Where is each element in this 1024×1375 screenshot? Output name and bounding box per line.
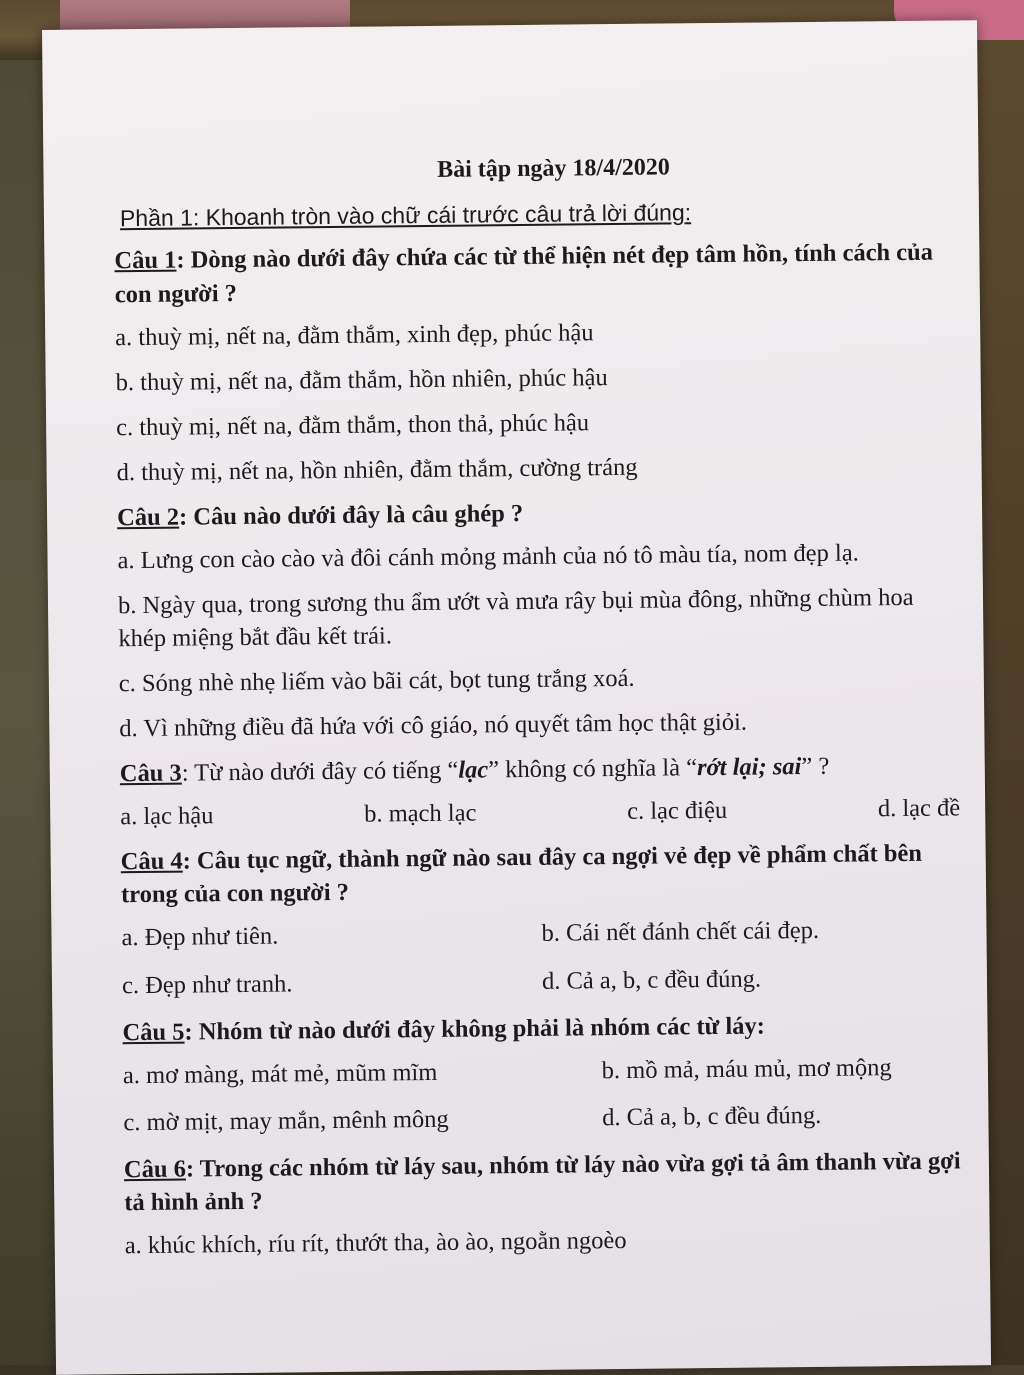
- question-text: : Dòng nào dưới đây chứa các từ thể hiện nét đẹp tâm hồn, tính cách của con người ?: [114, 239, 934, 308]
- option-4a: a. Đẹp như tiên.: [121, 923, 279, 952]
- option-5a: a. mơ màng, mát mẻ, mũm mĩm: [122, 1058, 438, 1089]
- question-label: Câu 4: [120, 847, 183, 876]
- question-text-part: ” không có nghĩa là “: [488, 754, 698, 784]
- question-text: : Câu tục ngữ, thành ngữ nào sau đây ca ngợi vẻ đẹp về phẩm chất bên trong của con người ?: [120, 840, 923, 909]
- question-3: [120, 749, 960, 791]
- worksheet-title: Bài tập ngày 18/4/2020: [436, 154, 670, 183]
- question-text: : Câu nào dưới đây là câu ghép ?: [178, 499, 524, 531]
- option-2b: b. Ngày qua, trong sương thu ẩm ướt và mưa rây bụi mùa đông, những chùm hoa khép miệng bắt đầu kết trái.: [117, 583, 914, 653]
- option-2c: c. Sóng nhè nhẹ liếm vào bãi cát, bọt tung trắng xoá.: [118, 664, 635, 698]
- option-5b: b. mồ mả, máu mủ, mơ mộng: [601, 1053, 892, 1084]
- option-6a: a. khúc khích, ríu rít, thướt tha, ào ào, ngoằn ngoèo: [124, 1226, 627, 1260]
- question-2: [117, 492, 957, 534]
- options-row-3: [120, 792, 960, 834]
- option-4b: b. Cái nết đánh chết cái đẹp.: [541, 917, 820, 948]
- options-row-4-2: [122, 960, 962, 1002]
- question-4: [121, 837, 962, 912]
- option-3d: d. lạc đề: [877, 794, 961, 823]
- option-2d: d. Vì những điều đã hứa với cô giáo, nó quyết tâm học thật giỏi.: [119, 708, 748, 743]
- option-4c: c. Đẹp như tranh.: [121, 969, 293, 999]
- worksheet-paper: [42, 20, 991, 1375]
- question-5: [122, 1007, 962, 1049]
- question-1: [114, 236, 955, 311]
- question-text-part: ” ?: [801, 752, 830, 781]
- option-4d: d. Cả a, b, c đều đúng.: [541, 965, 762, 995]
- option-2a: a. Lưng con cào cào và đôi cánh mỏng mảnh của nó tô màu tía, nom đẹp lạ.: [117, 539, 859, 575]
- option-1c: c. thuỳ mị, nết na, đằm thắm, thon thả, phúc hậu: [116, 408, 590, 441]
- option-3a: a. lạc hậu: [120, 802, 214, 831]
- option-3b: b. mạch lạc: [364, 799, 477, 828]
- options-row-5-2: [123, 1097, 963, 1139]
- question-text: : Nhóm từ nào dưới đây không phải là nhóm các từ láy:: [184, 1012, 765, 1046]
- part-1-instruction: Phần 1: Khoanh tròn vào chữ cái trước câu trả lời đúng:: [119, 199, 692, 232]
- option-1b: b. thuỳ mị, nết na, đằm thắm, hồn nhiên, phúc hậu: [115, 363, 608, 396]
- question-label: Câu 2: [116, 503, 180, 532]
- question-text-part: : Từ nào dưới đây có tiếng “: [181, 756, 459, 787]
- question-label: Câu 6: [123, 1155, 187, 1183]
- question-label: Câu 1: [114, 247, 177, 275]
- question-label: Câu 5: [122, 1018, 185, 1046]
- question-label: Câu 3: [119, 759, 182, 788]
- option-5c: c. mờ mịt, may mắn, mênh mông: [123, 1105, 449, 1136]
- question-text: : Trong các nhóm từ láy sau, nhóm từ láy nào vừa gợi tả âm thanh vừa gợi tả hình ảnh ?: [124, 1147, 961, 1217]
- worksheet-content: [113, 148, 965, 1274]
- option-1d: d. thuỳ mị, nết na, hồn nhiên, đằm thắm, cường tráng: [116, 453, 638, 486]
- options-row-5-1: [123, 1050, 963, 1092]
- question-6: [124, 1144, 965, 1219]
- question-emphasis: rớt lại; sai: [696, 753, 802, 782]
- options-row-4-1: [121, 913, 961, 955]
- option-3c: c. lạc điệu: [627, 797, 728, 826]
- option-5d: d. Cả a, b, c đều đúng.: [602, 1101, 822, 1131]
- option-1a: a. thuỳ mị, nết na, đằm thắm, xinh đẹp, phúc hậu: [115, 318, 594, 351]
- question-emphasis: lạc: [458, 756, 489, 784]
